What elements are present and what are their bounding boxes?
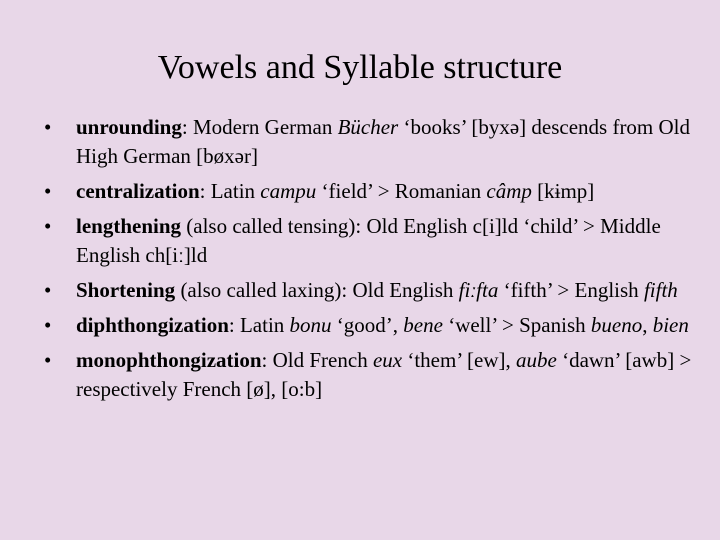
bullet-unrounding: • unrounding: Modern German Bücher ‘books’ [byxə] descends from Old High German [bøxər] — [44, 115, 691, 168]
term: diphthongization — [76, 313, 229, 337]
bullet-dot-icon: • — [44, 179, 52, 203]
bullet-monophthongization: • monophthongization: Old French eux ‘them’ [ew], aube ‘dawn’ [awb] > respectively French [ø], [o:b] — [44, 348, 692, 401]
bullet-dot-icon: • — [44, 214, 52, 238]
slide-title: Vowels and Syllable structure — [157, 49, 563, 86]
term: lengthening — [76, 214, 182, 238]
term: centralization — [76, 179, 200, 203]
bullet-shortening: • Shortening (also called laxing): Old English fiːfta ‘fifth’ > English fifth — [44, 276, 704, 305]
bullet-list — [44, 113, 704, 410]
bullet-dot-icon: • — [44, 115, 52, 139]
term: Shortening — [76, 278, 176, 302]
bullet-dot-icon: • — [44, 313, 52, 337]
bullet-dot-icon: • — [44, 278, 52, 302]
term: monophthongization — [76, 348, 262, 372]
bullet-diphthongization: • diphthongization: Latin bonu ‘good’, bene ‘well’ > Spanish bueno, bien — [44, 311, 704, 340]
bullet-centralization: • centralization: Latin campu ‘field’ > Romanian câmp [kɨmp] — [44, 177, 704, 206]
bullet-dot-icon: • — [44, 348, 52, 372]
term: unrounding — [76, 115, 182, 139]
bullet-lengthening: • lengthening (also called tensing): Old English c[i]ld ‘child’ > Middle English ch[iː]ld — [44, 214, 661, 267]
